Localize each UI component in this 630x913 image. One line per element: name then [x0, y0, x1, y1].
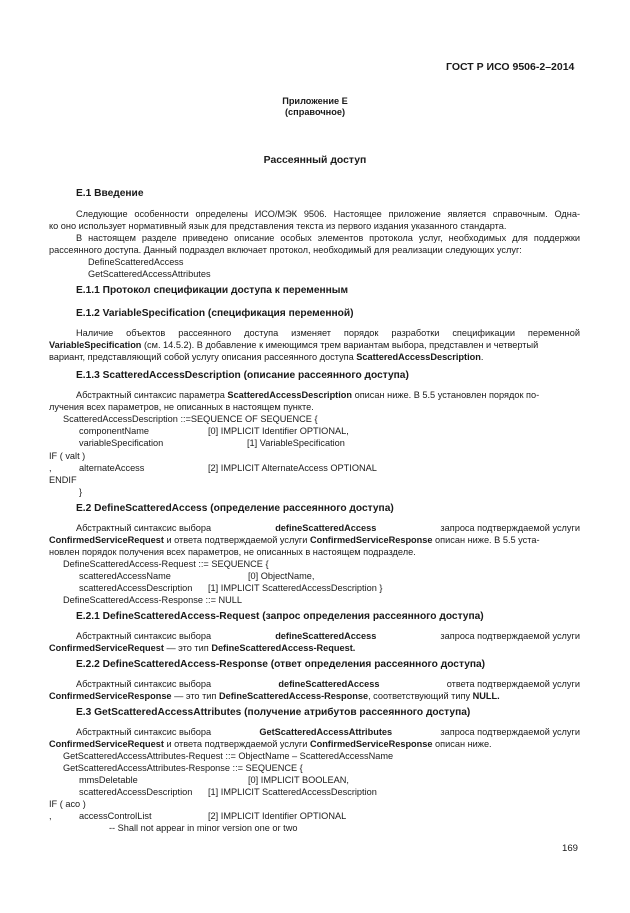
code-line: componentName — [79, 426, 149, 436]
e12-line3-text: вариант, представляющий собой услугу описания рассеянного доступа — [49, 352, 357, 362]
e12-line1: Наличие объектов рассеянного доступа изменяет порядок разработки спецификации переменной — [76, 328, 580, 338]
term-confirmedserviceresponse: ConfirmedServiceResponse — [309, 739, 433, 749]
e13-line2: лучения всех параметров, не описанных в настоящем пункте. — [49, 402, 314, 412]
code-line: IF ( aco ) — [49, 799, 86, 809]
term-definescatteredaccess-response: DefineScatteredAccess-Response — [218, 691, 369, 701]
e3-line2-end: описан ниже. — [432, 739, 492, 749]
e22-line1 — [76, 679, 580, 690]
code-line: variableSpecification — [79, 438, 164, 448]
code-line: [0] ObjectName, — [248, 571, 315, 581]
e13-line1-text: Абстрактный синтаксис параметра — [76, 390, 228, 400]
appendix-title: Приложение Е — [282, 96, 348, 106]
e21-line2-text: — это тип — [163, 643, 212, 653]
term-confirmedserviceresponse: ConfirmedServiceResponse — [309, 535, 433, 545]
term-confirmedservicerequest: ConfirmedServiceRequest — [49, 535, 164, 545]
code-line: IF ( valt ) — [49, 451, 86, 461]
e3-line1-end: запроса подтверждаемой услуги — [440, 727, 580, 737]
code-line: } — [79, 487, 83, 497]
e3-line2-text: и ответа подтверждаемой услуги — [163, 739, 310, 749]
service-item: GetScatteredAccessAttributes — [88, 269, 211, 279]
e1-para1-line1: Следующие особенности определены ИСО/МЭК 9506. Настоящее приложение является справочным. Одна- — [76, 209, 580, 219]
heading-e12: Е.1.2 VariableSpecification (спецификация переменной) — [76, 308, 354, 319]
heading-e22: Е.2.2 DefineScatteredAccess-Response (ответ определения рассеянного доступа) — [76, 659, 486, 670]
term-variablespecification: VariableSpecification — [49, 340, 142, 350]
code-line: accessControlList — [79, 811, 152, 821]
term-getscatteredaccessattributes: GetScatteredAccessAttributes — [259, 727, 393, 737]
e2-line1 — [76, 523, 580, 534]
code-line: [2] IMPLICIT AlternateAccess OPTIONAL — [208, 463, 377, 473]
heading-e2: Е.2 DefineScatteredAccess (определение рассеянного доступа) — [76, 503, 394, 514]
heading-e3: Е.3 GetScatteredAccessAttributes (получение атрибутов рассеянного доступа) — [76, 707, 471, 718]
code-line: scatteredAccessName — [79, 571, 171, 581]
code-line: DefineScatteredAccess-Request ::= SEQUENCE { — [63, 559, 269, 569]
code-line: GetScatteredAccessAttributes-Response ::= SEQUENCE { — [63, 763, 303, 773]
e1-para2-line2: рассеянного доступа. Данный подраздел включает протокол, необходимый для реализации следующих услуг: — [49, 245, 522, 255]
term-definescatteredaccess-request: DefineScatteredAccess-Request. — [211, 643, 356, 653]
e3-line1 — [76, 727, 580, 738]
heading-e21: Е.2.1 DefineScatteredAccess-Request (запрос определения рассеянного доступа) — [76, 611, 484, 622]
code-line: ScatteredAccessDescription ::=SEQUENCE OF SEQUENCE { — [63, 414, 318, 424]
term-confirmedservicerequest: ConfirmedServiceRequest — [49, 643, 164, 653]
code-comment: -- Shall not appear in minor version one or two — [109, 823, 298, 833]
code-line: , — [49, 811, 52, 821]
e2-line2 — [49, 535, 540, 546]
code-line: DefineScatteredAccess-Response ::= NULL — [63, 595, 242, 605]
e2-line3: новлен порядок получения всех параметров, не описанных в настоящем подразделе. — [49, 547, 416, 557]
heading-e1: Е.1 Введение — [76, 188, 144, 199]
heading-e11: Е.1.1 Протокол спецификации доступа к переменным — [76, 285, 349, 296]
e3-line1-text: Абстрактный синтаксис выбора — [76, 727, 212, 737]
code-line: scatteredAccessDescription — [79, 583, 193, 593]
term-scatteredaccessdescription: ScatteredAccessDescription — [227, 390, 353, 400]
e21-line1-text: Абстрактный синтаксис выбора — [76, 631, 212, 641]
e22-line1-end: ответа подтверждаемой услуги — [446, 679, 580, 689]
e12-line2 — [49, 340, 538, 351]
e1-para1-line2: ко оно использует нормативный язык для представления текста из первого издания указанного стандарта. — [49, 221, 507, 231]
e22-line2-text: — это тип — [171, 691, 219, 701]
code-line: alternateAccess — [79, 463, 145, 473]
term-confirmedservicerequest: ConfirmedServiceRequest — [49, 739, 164, 749]
e22-line1-text: Абстрактный синтаксис выбора — [76, 679, 212, 689]
e21-line1 — [76, 631, 580, 642]
code-line: mmsDeletable — [79, 775, 138, 785]
code-line: ENDIF — [49, 475, 77, 485]
e2-line1-text: Абстрактный синтаксис выбора — [76, 523, 212, 533]
code-line: [0] IMPLICIT Identifier OPTIONAL, — [208, 426, 349, 436]
section-title: Рассеянный доступ — [263, 155, 367, 166]
term-scatteredaccessdescription: ScatteredAccessDescription — [356, 352, 481, 362]
term-null: NULL. — [472, 691, 500, 701]
e2-line2-text: и ответа подтверждаемой услуги — [163, 535, 310, 545]
e12-line3-end: . — [480, 352, 484, 362]
code-line: scatteredAccessDescription — [79, 787, 193, 797]
e13-line1 — [76, 390, 539, 401]
service-item: DefineScatteredAccess — [88, 257, 184, 267]
standard-header: ГОСТ Р ИСО 9506-2–2014 — [446, 61, 575, 73]
term-definescatteredaccess: defineScatteredAccess — [275, 631, 377, 641]
page-number: 169 — [562, 843, 579, 854]
e2-line1-end: запроса подтверждаемой услуги — [440, 523, 580, 533]
term-definescatteredaccess: defineScatteredAccess — [278, 679, 380, 689]
code-line: GetScatteredAccessAttributes-Request ::= ObjectName – ScatteredAccessName — [63, 751, 394, 761]
e12-line3 — [49, 352, 483, 363]
e22-line2-text2: , соответствующий типу — [368, 691, 473, 701]
appendix-note: (справочное) — [284, 107, 345, 117]
code-line: [2] IMPLICIT Identifier OPTIONAL — [208, 811, 347, 821]
e22-line2 — [49, 691, 500, 702]
heading-e13: Е.1.3 ScatteredAccessDescription (описание рассеянного доступа) — [76, 370, 409, 381]
e1-para2-line1: В настоящем разделе приведено описание особых элементов протокола услуг, необходимых для поддержки — [76, 233, 580, 243]
term-confirmedserviceresponse: ConfirmedServiceResponse — [49, 691, 172, 701]
e21-line2 — [49, 643, 355, 654]
e12-line2-text: (см. 14.5.2). В добавление к имеющимся трем вариантам выбора, представлен и четвертый — [141, 340, 539, 350]
code-line: [1] IMPLICIT ScatteredAccessDescription } — [208, 583, 383, 593]
code-line: , — [49, 463, 52, 473]
code-line: [1] IMPLICIT ScatteredAccessDescription — [208, 787, 377, 797]
e2-line2-end: описан ниже. В 5.5 уста- — [432, 535, 540, 545]
e3-line2 — [49, 739, 492, 750]
e13-line1-end: описан ниже. В 5.5 установлен порядок по- — [352, 390, 540, 400]
term-definescatteredaccess: defineScatteredAccess — [275, 523, 377, 533]
code-line: [1] VariableSpecification — [247, 438, 345, 448]
code-line: [0] IMPLICIT BOOLEAN, — [248, 775, 349, 785]
e21-line1-end: запроса подтверждаемой услуги — [440, 631, 580, 641]
